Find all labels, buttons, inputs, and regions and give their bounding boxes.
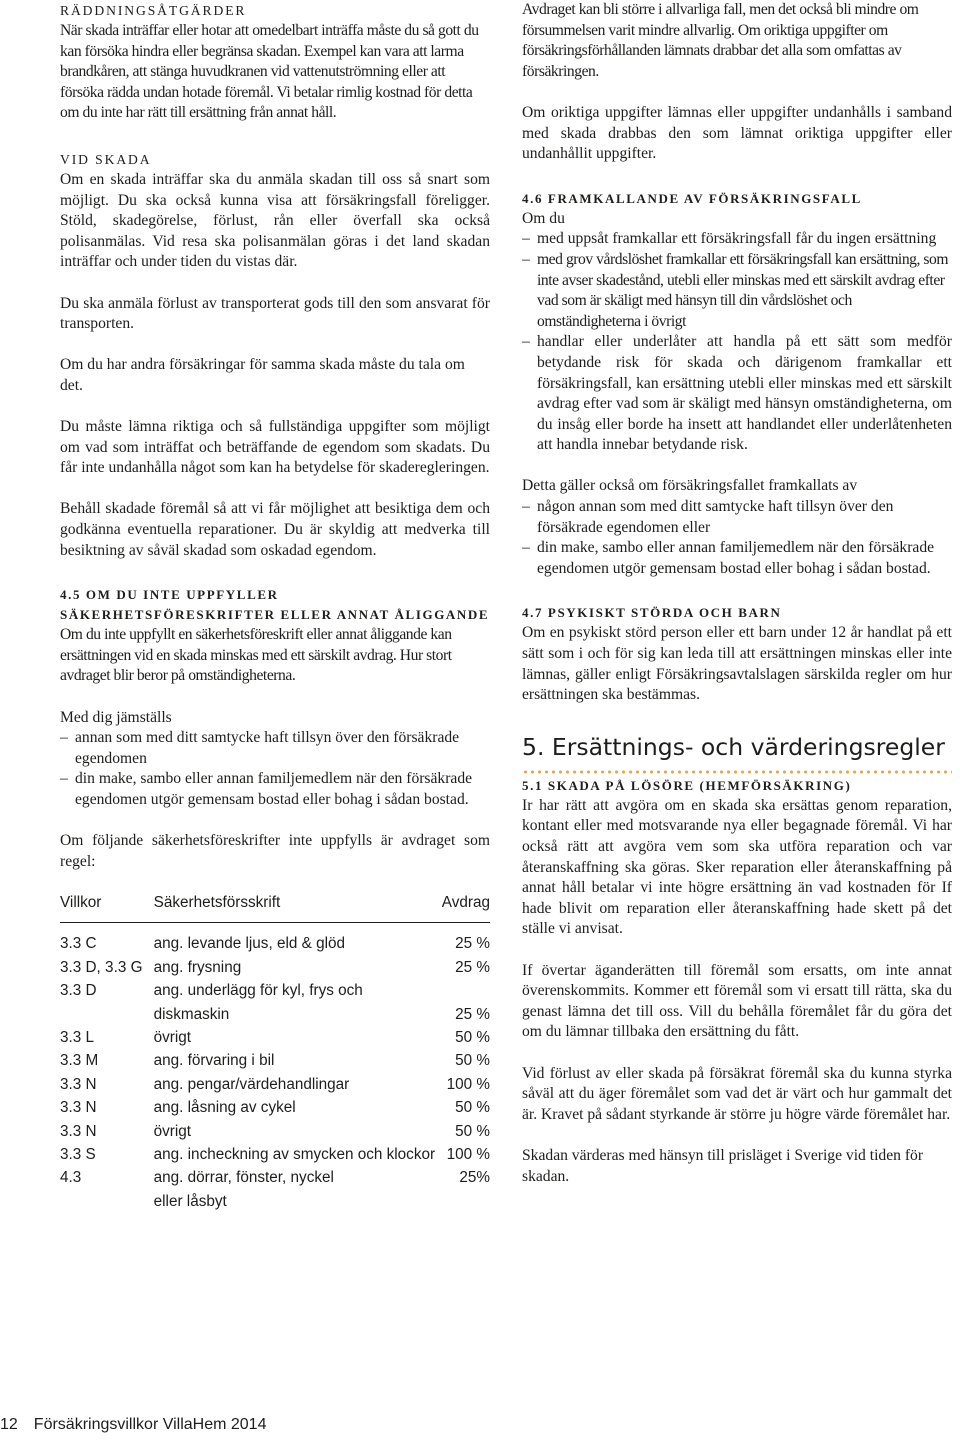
list-item: – din make, sambo eller annan familjemedlem när den försäkrade egendomen utgör gemensam bostad eller bohag i sådan bostad. (522, 539, 935, 577)
cell-condition: 3.3 D (60, 982, 97, 1000)
damage-paragraph-5: Behåll skadade föremål så att vi får möjlighet att besiktiga dem och godkänna eventuella reparationer. Du är skyldig att medverka till besiktning av såväl skadad som oskadad egendom. (60, 500, 490, 559)
section-4-6-list (522, 229, 952, 456)
cell-deduction: 50 % (455, 1052, 490, 1070)
deduction-table (60, 892, 490, 1213)
cell-condition: 4.3 (60, 1169, 82, 1187)
damage-paragraph-2: Du ska anmäla förlust av transporterat gods till den som ansvarat för transporten. (60, 294, 490, 333)
list-item: – någon annan som med ditt samtycke haft tillsyn över den försäkrade egendomen eller (522, 498, 894, 536)
left-column (60, 0, 490, 1213)
section-5-1-paragraph-3: Vid förlust av eller skada på försäkrat föremål ska du kunna styrka såväl att du äger föremålet som vad det är värt och hur gammalt det är. Kravet på sådant styrkande är större ju högre värde föremålet har. (522, 1064, 952, 1123)
table-row (60, 1073, 490, 1096)
page-footer (0, 1414, 282, 1436)
header-condition: Villkor (60, 892, 154, 923)
table-intro: Om följande säkerhetsföreskrifter inte uppfylls är avdraget som regel: (60, 832, 490, 870)
section-4-6-heading: 4.6 FRAMKALLANDE AV FÖRSÄKRINGSFALL (522, 190, 862, 206)
cell-condition: 3.3 N (60, 1122, 97, 1140)
list-item: – handlar eller underlåter att handla på ett sätt som medför betydande risk för skada och därigenom framkallar ett försäkringsfall, kan ersättning utebli eller minskas med ett särskilt avdrag efter vad som är skäligt med hänsyn omständigheterna, om du insåg eller borde ha insett att handlandet eller underlåtenheten att handla innebar betydande risk. (522, 333, 952, 454)
equal-intro: Med dig jämställs (60, 708, 172, 726)
damage-paragraph-4: Du måste lämna riktiga och så fullständiga uppgifter som möjligt om vad som inträffat och beträffande de egendom som skadats. Du får inte undanhålla något som kan ha betydelse för skaderegleringen. (60, 418, 490, 477)
table-row (60, 1096, 490, 1119)
table-row (60, 1143, 490, 1166)
equal-list (60, 728, 490, 810)
rescue-heading: RÄDDNINGSÅTGÄRDER (60, 3, 247, 18)
rescue-paragraph: När skada inträffar eller hotar att omedelbart inträffa måste du så gott du kan försöka hindra eller begränsa skadan. Exempel kan vara att larma brandkåren, att stänga huvudkranen vid vattenutströmning eller att försöka rädda undan hotade föremål. Vi betalar rimlig kostnad för detta om du inte har rätt till ersättning från annat håll. (60, 22, 479, 122)
table-row (60, 956, 490, 979)
cell-condition: 3.3 M (60, 1052, 99, 1070)
cell-rule: ang. pengar/värdehandlingar (153, 1075, 350, 1093)
header-deduction: Avdrag (442, 892, 490, 923)
cell-deduction: 25% (459, 1169, 490, 1187)
cell-rule: ang. förvaring i bil (153, 1052, 275, 1070)
cell-condition: 3.3 S (60, 1146, 96, 1164)
cell-condition: 3.3 N (60, 1099, 97, 1117)
cell-deduction: 100 % (446, 1075, 490, 1093)
intro-paragraph-1: Avdraget kan bli större i allvarliga fall, men det också bli mindre om försummelsen varit mindre allvarlig. Om oriktiga uppgifter om försäkringsförhållanden lämnats drabbar det alla som omfattas av försäkringen. (522, 1, 919, 80)
cell-rule: ang. levande ljus, eld & glöd (153, 935, 345, 953)
cell-deduction: 25 % (455, 958, 490, 976)
cell-condition: 3.3 C (60, 935, 97, 953)
cell-deduction: 25 % (455, 1005, 490, 1023)
cell-rule: ang. låsning av cykel (153, 1099, 296, 1117)
section-5-1-paragraph-1: Ir har rätt att avgöra om en skada ska ersättas genom reparation, kontant eller med motsvarande nya eller begagnade föremål. Vi har också rätt att avgöra vem som ska utföra reparation och var återanskaffning ska göras. Sker reparation eller återanskaffning på annat håll betalar vi inte högre ersättning än vad kostnaden för If hade blivit om reparation eller återanskaffning hade skett på det ställe vi anvisat. (522, 796, 952, 938)
damage-heading: VID SKADA (60, 151, 152, 167)
cell-rule: ang. dörrar, fönster, nyckel eller låsbyt (153, 1169, 334, 1210)
list-item: – annan som med ditt samtycke haft tillsyn över den försäkrade egendomen (60, 729, 460, 767)
table-row (60, 1120, 490, 1143)
cell-deduction: 50 % (455, 1029, 490, 1046)
damage-paragraph-3: Om du har andra försäkringar för samma skada måste du tala om det. (60, 356, 465, 394)
section-4-7-heading: 4.7 PSYKISKT STÖRDA OCH BARN (522, 605, 782, 621)
table-row (60, 1026, 490, 1049)
section-5-1-heading: 5.1 SKADA PÅ LÖSÖRE (HEMFÖRSÄKRING) (522, 777, 852, 793)
page-number: 12 (0, 1416, 18, 1433)
header-rule: Säkerhetsförsskrift (154, 892, 442, 923)
cell-deduction: 50 % (455, 1099, 490, 1117)
section-4-5-paragraph: Om du inte uppfyllt en säkerhetsföreskrift eller annat åliggande kan ersättningen vid en skada minskas med ett särskilt avdrag. Hur stort avdraget blir beror på omständigheterna. (60, 626, 452, 685)
cell-rule: ang. underlägg för kyl, frys och diskmaskin (153, 982, 363, 1023)
chapter-5-title: 5. Ersättnings- och värderingsregler (522, 732, 945, 761)
cell-rule: ang. frysning (153, 958, 242, 976)
table-row (60, 932, 490, 955)
dotted-divider (522, 770, 952, 774)
list-item: – din make, sambo eller annan familjemedlem när den försäkrade egendomen utgör gemensam bostad eller bohag i sådan bostad. (60, 770, 473, 808)
table-row (60, 1049, 490, 1072)
cell-deduction: 50 % (455, 1122, 490, 1140)
cell-condition: 3.3 D, 3.3 G (60, 958, 143, 976)
cell-deduction: 25 % (455, 935, 490, 953)
table-row (60, 979, 490, 1026)
list-item: – med grov vårdslöshet framkallar ett försäkringsfall kan ersättning, som inte avser skadestånd, utebli eller minskas med ett särskilt avdrag efter vad som är skäligt med hänsyn till din vårdslöshet och omständigheterna i övrigt (522, 250, 949, 330)
cell-condition: 3.3 N (60, 1075, 97, 1093)
section-5-1-paragraph-4: Skadan värderas med hänsyn till prisläget i Sverige vid tiden för skadan. (522, 1146, 924, 1185)
section-4-6-also-list (522, 497, 952, 579)
cell-condition: 3.3 L (60, 1029, 95, 1046)
cell-deduction: 100 % (446, 1146, 490, 1164)
list-item: – med uppsåt framkallar ett försäkringsfall får du ingen ersättning (522, 230, 937, 248)
cell-rule: ang. incheckning av smycken och klockor (153, 1146, 436, 1164)
cell-rule: övrigt (153, 1122, 192, 1140)
section-4-7-paragraph: Om en psykiskt störd person eller ett barn under 12 år handlat på ett sätt som i och för sig kan leda till att ersättningen minskas eller inte lämnas, gäller enligt Försäkringsavtalslagen särskilda regler om hur ersättningen ska bestämmas. (522, 624, 952, 704)
document-title: Försäkringsvillkor VillaHem 2014 (33, 1416, 267, 1433)
section-5-1-paragraph-2: If övertar äganderätten till föremål som ersatts, om inte annat överenskommits. Kommer ett föremål som vi ersatt till rätta, ska du genast lämna det till oss. Vill du behålla föremålet får du göra det om du lämnar tillbaka den ersättning du fått. (522, 961, 952, 1041)
table-header-row (60, 892, 490, 923)
section-4-6-intro: Om du (522, 209, 565, 227)
table-row (60, 1166, 490, 1213)
right-column (522, 0, 952, 1187)
cell-rule: övrigt (153, 1029, 192, 1046)
section-4-6-also: Detta gäller också om försäkringsfallet framkallats av (522, 477, 858, 495)
section-4-5-heading: 4.5 OM DU INTE UPPFYLLER SÄKERHETSFÖRESKRIFTER ELLER ANNAT ÅLIGGANDE (60, 587, 490, 623)
intro-paragraph-2: Om oriktiga uppgifter lämnas eller uppgifter undanhålls i samband med skada drabbas den som lämnat oriktiga uppgifter eller undanhållit uppgifter. (522, 103, 952, 163)
damage-paragraph-1: Om en skada inträffar ska du anmäla skadan till oss så snart som möjligt. Du ska också kunna visa att försäkringsfall föreligger. Stöld, skadegörelse, förlust, rån eller överfall ska också polisanmälas. Vid resa ska polisanmälan göras i det land skadan inträffar och under tiden du vistas där. (60, 170, 490, 271)
